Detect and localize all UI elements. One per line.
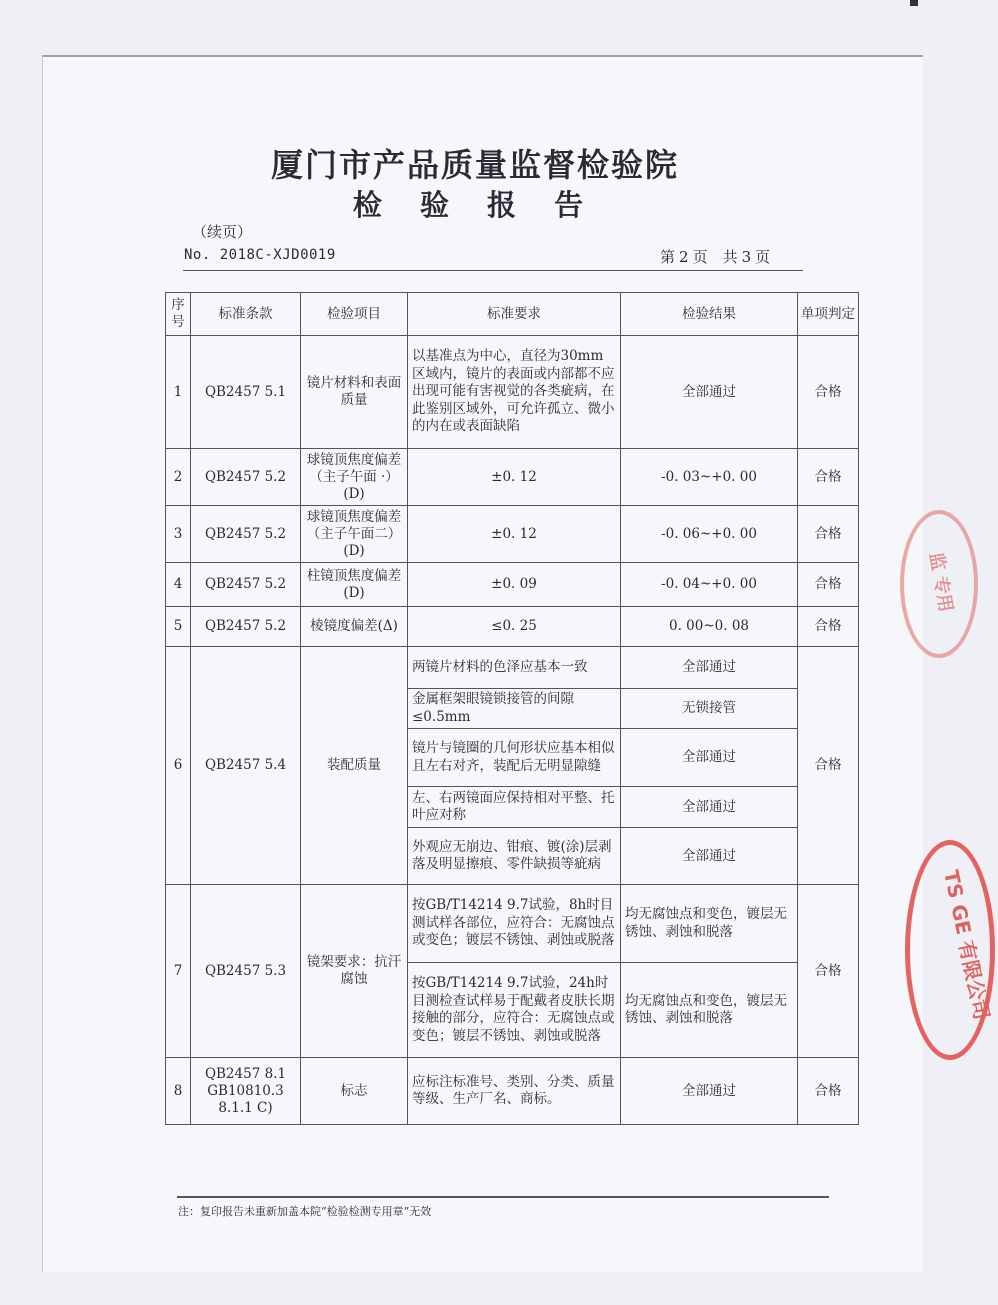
row-judgment: 合格: [798, 449, 859, 506]
table-row: [166, 885, 859, 963]
page-mid: 页 共: [692, 248, 738, 266]
report-number: No. 2018C-XJD0019: [184, 247, 336, 263]
sub-requirement: 金属框架眼镜锁接管的间隙≤0.5mm: [408, 689, 621, 729]
row-requirement: ±0. 12: [408, 506, 621, 563]
page-total: 3: [741, 248, 752, 266]
row-no: 4: [166, 563, 191, 607]
row-item: 柱镜顶焦度偏差(D): [301, 563, 408, 607]
sub-requirement: 外观应无崩边、钳痕、镀(涂)层剥落及明显擦痕、零件缺损等疵病: [408, 828, 621, 885]
row-item: 球镜顶焦度偏差（主子午面二）(D): [301, 506, 408, 563]
col-header-clause: 标准条款: [191, 293, 301, 336]
table-row: [166, 336, 859, 449]
row-no: 2: [166, 449, 191, 506]
table-row: [166, 506, 859, 563]
row-clause: QB2457 8.1 GB10810.3 8.1.1 C): [191, 1058, 301, 1125]
inspection-table: [165, 292, 859, 1125]
sub-result: 均无腐蚀点和变色，镀层无锈蚀、剥蚀和脱落: [621, 885, 798, 963]
row-item: 棱镜度偏差(Δ): [301, 607, 408, 647]
row-requirement: ±0. 09: [408, 563, 621, 607]
row-requirement: 以基准点为中心，直径为30mm区域内，镜片的表面或内部都不应出现可能有害视觉的各类疵病，在此鉴别区域外，可允许孤立、微小的内在或表面缺陷: [408, 336, 621, 449]
scan-corner-mark: [910, 0, 918, 6]
sub-result: 无锁接管: [621, 689, 798, 729]
row-requirement: 应标注标准号、类别、分类、质量等级、生产厂名、商标。: [408, 1058, 621, 1125]
sub-requirement: 按GB/T14214 9.7试验，8h时目测试样各部位，应符合：无腐蚀点或变色；镀层不锈蚀、剥蚀或脱落: [408, 885, 621, 963]
row-item: 标志: [301, 1058, 408, 1125]
row-clause: QB2457 5.2: [191, 563, 301, 607]
row-judgment: 合格: [798, 563, 859, 607]
company-seal-stamp: [905, 840, 995, 1060]
row-item: 镜片材料和表面质量: [301, 336, 408, 449]
row-clause: QB2457 5.2: [191, 607, 301, 647]
col-header-judgment: 单项判定: [798, 293, 859, 336]
page-prefix: 第: [660, 248, 676, 266]
table-row: [166, 607, 859, 647]
row-clause: QB2457 5.2: [191, 506, 301, 563]
row-result: -0. 03~+0. 00: [621, 449, 798, 506]
col-header-requirement: 标准要求: [408, 293, 621, 336]
row-clause: QB2457 5.2: [191, 449, 301, 506]
row-no: 6: [166, 647, 191, 885]
row-item: 球镜顶焦度偏差（主子午面 ·）(D): [301, 449, 408, 506]
row-no: 5: [166, 607, 191, 647]
col-header-result: 检验结果: [621, 293, 798, 336]
row-judgment: 合格: [798, 885, 859, 1058]
sub-result: 全部通过: [621, 828, 798, 885]
row-judgment: 合格: [798, 336, 859, 449]
sub-requirement: 按GB/T14214 9.7试验，24h时目测检查试样易于配戴者皮肤长期接触的部分，应符合：无腐蚀点或变色；镀层不锈蚀、剥蚀或脱落: [408, 963, 621, 1058]
row-judgment: 合格: [798, 647, 859, 885]
sub-result: 全部通过: [621, 729, 798, 787]
seal-text: TS GE 有限公司: [939, 867, 995, 1022]
row-clause: QB2457 5.3: [191, 885, 301, 1058]
row-no: 8: [166, 1058, 191, 1125]
sub-result: 全部通过: [621, 647, 798, 689]
row-judgment: 合格: [798, 506, 859, 563]
table-row: [166, 647, 859, 689]
row-clause: QB2457 5.1: [191, 336, 301, 449]
sub-result: 全部通过: [621, 787, 798, 828]
table-row: [166, 563, 859, 607]
footer-rule: [177, 1196, 829, 1198]
sub-requirement: 两镜片材料的色泽应基本一致: [408, 647, 621, 689]
seal-text: 监 专用: [925, 550, 957, 614]
row-result: 0. 00~0. 08: [621, 607, 798, 647]
page-suffix: 页: [755, 248, 771, 266]
sub-result: 均无腐蚀点和变色，镀层无锈蚀、剥蚀和脱落: [621, 963, 798, 1058]
page-indicator: [660, 246, 774, 267]
row-requirement: ≤0. 25: [408, 607, 621, 647]
row-result: 全部通过: [621, 336, 798, 449]
institute-title: 厦门市产品质量监督检验院: [270, 146, 679, 184]
row-item: 装配质量: [301, 647, 408, 885]
row-judgment: 合格: [798, 607, 859, 647]
report-title: 检 验 报 告: [352, 188, 598, 222]
row-no: 1: [166, 336, 191, 449]
table-row: [166, 449, 859, 506]
row-requirement: ±0. 12: [408, 449, 621, 506]
col-header-no: 序号: [166, 293, 191, 336]
row-item: 镜架要求：抗汗腐蚀: [301, 885, 408, 1058]
row-result: -0. 04~+0. 00: [621, 563, 798, 607]
row-result: 全部通过: [621, 1058, 798, 1125]
table-row: [166, 1058, 859, 1125]
partial-seal-stamp: [900, 510, 978, 658]
page-current: 2: [679, 248, 689, 266]
sub-requirement: 左、右两镜面应保持相对平整、托叶应对称: [408, 787, 621, 828]
col-header-item: 检验项目: [301, 293, 408, 336]
header-rule: [183, 270, 803, 271]
sub-requirement: 镜片与镜圈的几何形状应基本相似且左右对齐，装配后无明显隙缝: [408, 729, 621, 787]
continued-label: （续页）: [192, 223, 253, 241]
row-no: 3: [166, 506, 191, 563]
row-clause: QB2457 5.4: [191, 647, 301, 885]
table-header-row: [166, 293, 859, 336]
row-judgment: 合格: [798, 1058, 859, 1125]
row-result: -0. 06~+0. 00: [621, 506, 798, 563]
row-no: 7: [166, 885, 191, 1058]
footnote: 注：复印报告未重新加盖本院“检验检测专用章”无效: [178, 1205, 432, 1218]
